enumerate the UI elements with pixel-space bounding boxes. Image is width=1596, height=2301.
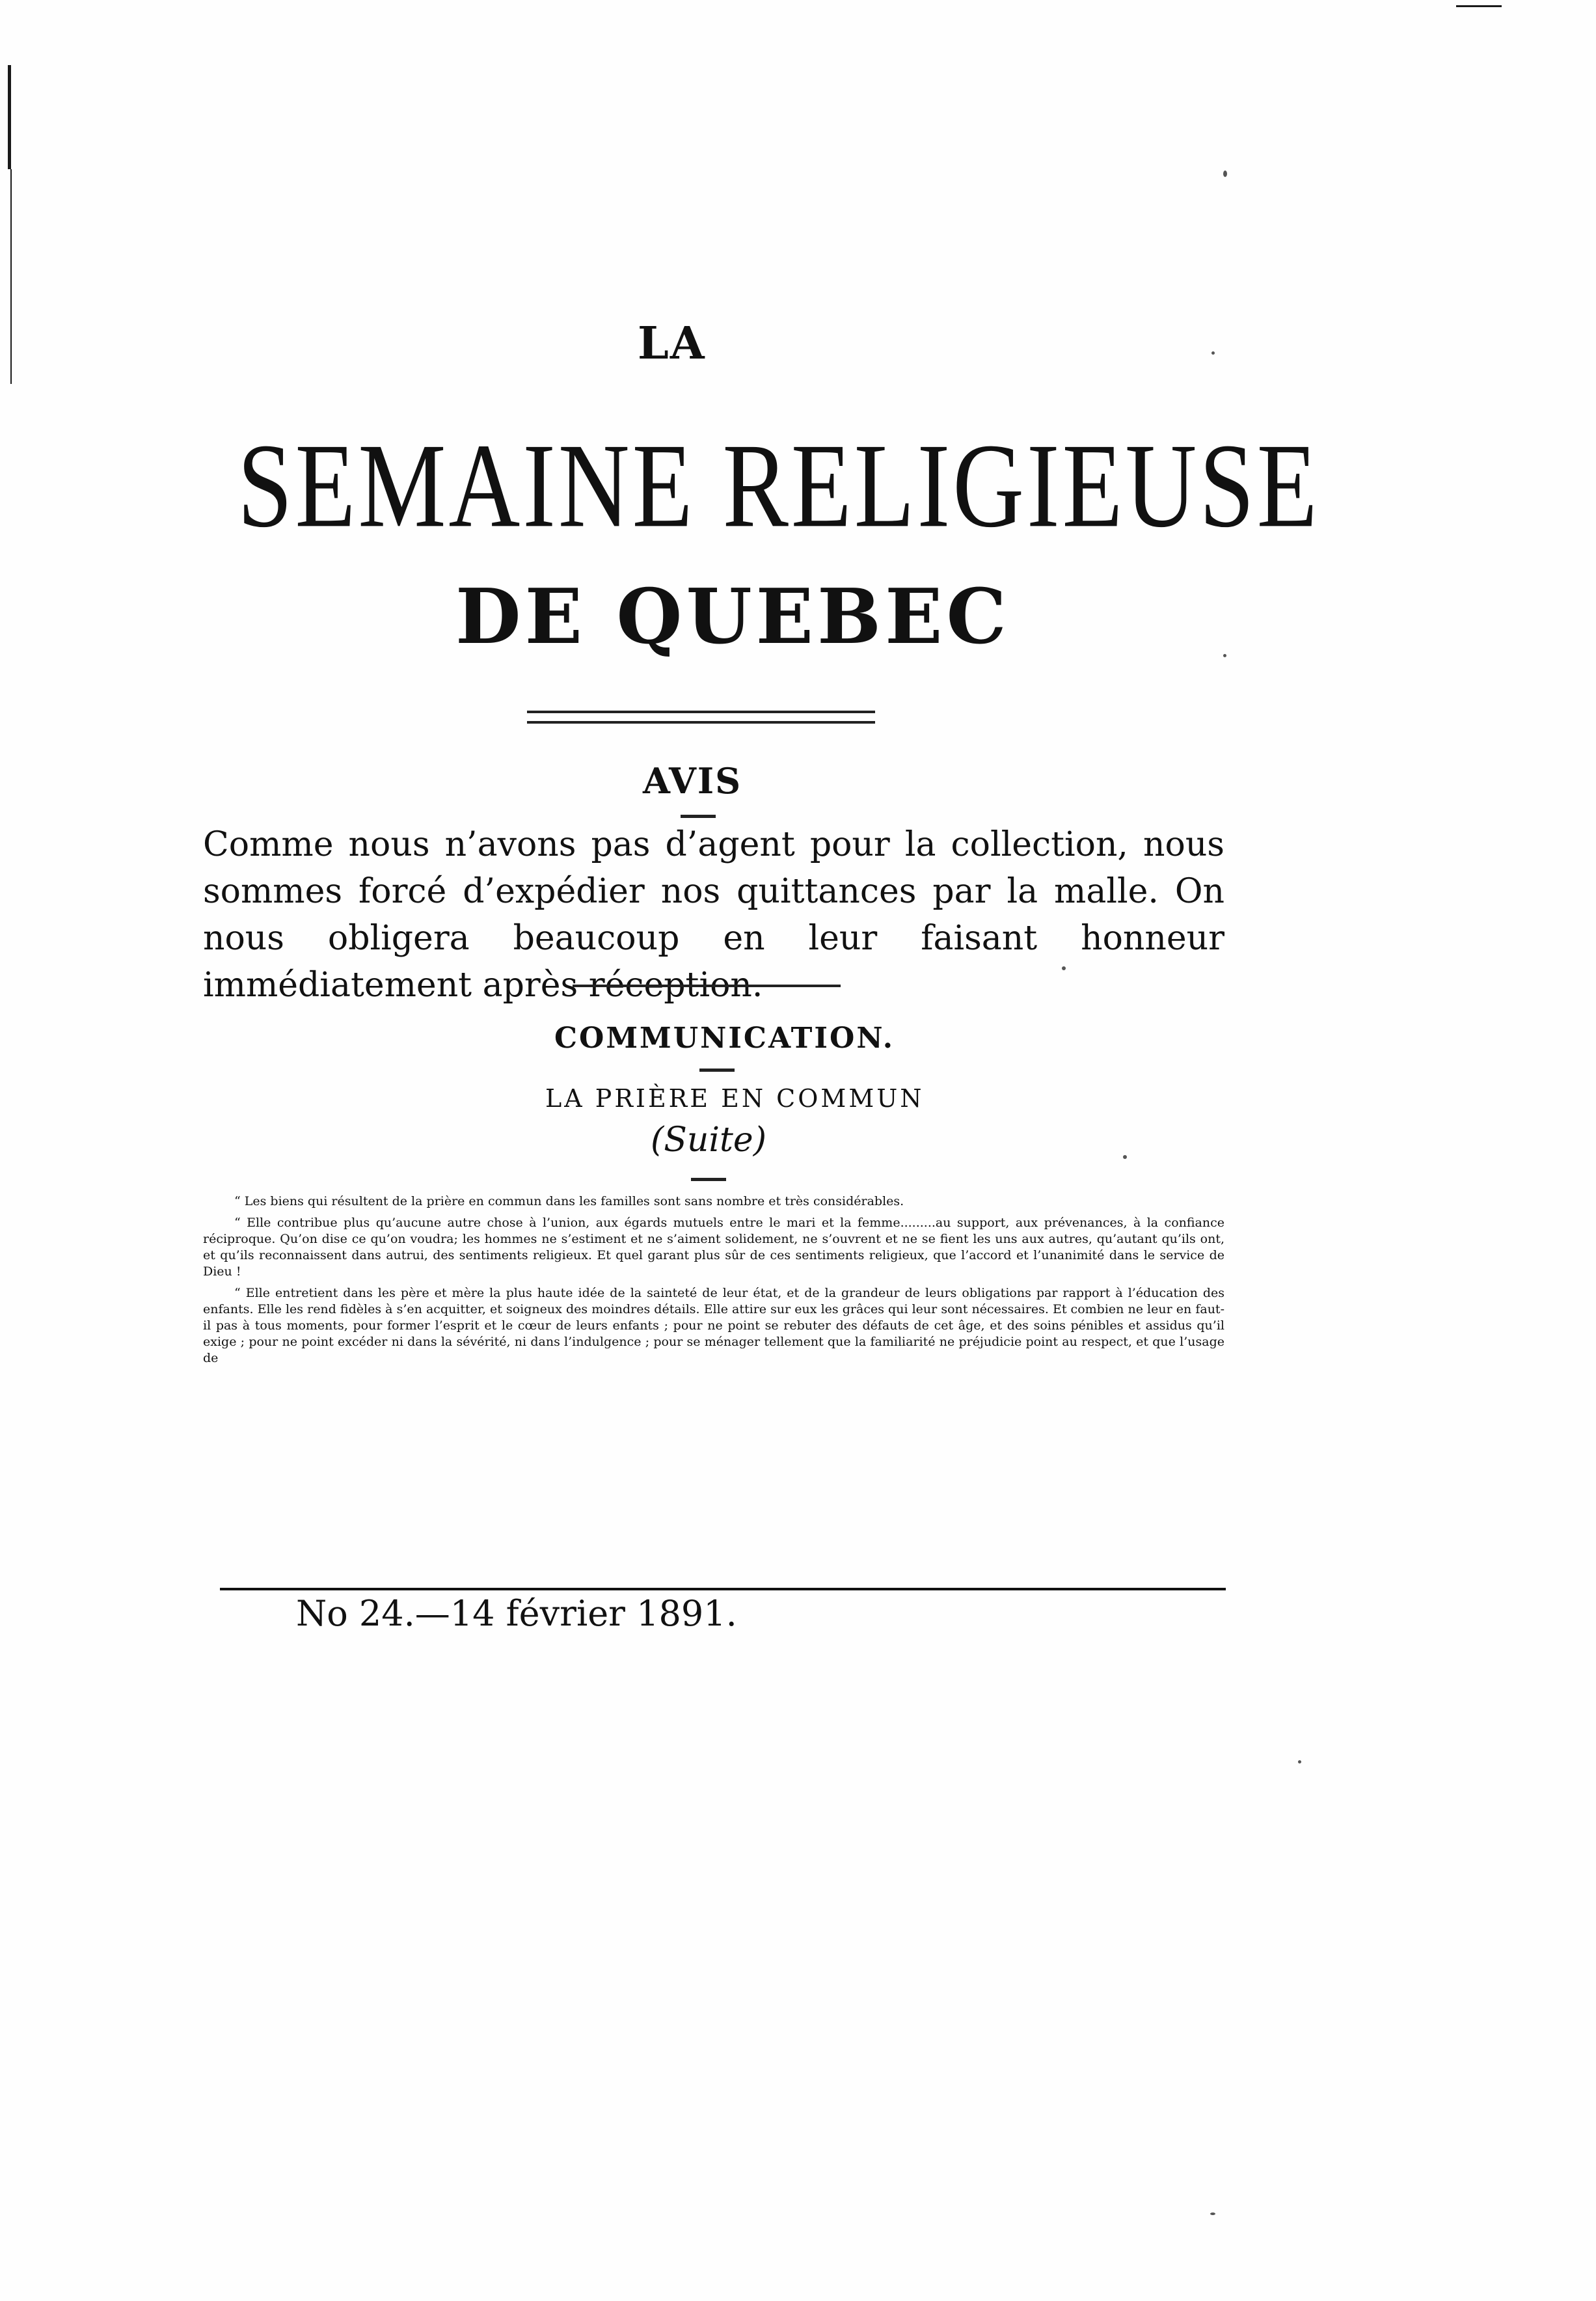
scan-speck: [1223, 170, 1227, 177]
notice-text: Comme nous n’avons pas d’agent pour la collection, nous sommes forcé d’expédier nos quittances par la malle. On nous obligera beaucoup en leur faisant honneur immédiatement après réception.: [203, 825, 1224, 1005]
scan-speck: [1211, 351, 1215, 355]
article-paragraph-1: “ Les biens qui résultent de la prière en commun dans les familles sont sans nombre et très considérables.: [234, 1194, 904, 1208]
scan-speck: [1298, 1760, 1301, 1763]
scan-left-edge: [8, 65, 11, 169]
masthead-double-rule: [527, 711, 875, 724]
notice-dash: [681, 815, 716, 818]
scan-speck: [1123, 1155, 1127, 1159]
notice-heading: AVIS: [643, 760, 742, 802]
notice-rule: [573, 985, 841, 987]
article-paragraph-3: “ Elle entretient dans les père et mère la plus haute idée de la sainteté de leur état, et de la grandeur de leurs obligations par rapport à l’éducation des enfants. Elle les rend fidèles à s’en acquitter, et soigneux des moindres détails. Elle attire sur eux les grâces qui leur sont nécessaires. Et combien ne leur en faut-il pas à tous moments, pour former l’esprit et le cœur de leurs enfants ; pour ne point se rebuter des défauts de cet âge, et des soins pénibles et assidus qu’il exige ; pour ne point excéder ni dans la sévérité, ni dans l’indulgence ; pour se ménager tellement que la familiarité ne préjudicie point au respect, et que l’usage de: [203, 1286, 1224, 1365]
masthead-la: LA: [638, 318, 706, 370]
scan-speck: [1210, 2212, 1215, 2215]
title-dash: [691, 1178, 726, 1181]
footer-rule: [220, 1588, 1226, 1590]
article-paragraph-2: “ Elle contribue plus qu’aucune autre chose à l’union, aux égards mutuels entre le mari et la femme.........au support, aux prévenances, à la confiance réciproque. Qu’on dise ce qu’on voudra; les hommes ne s’estiment et ne s’aiment solidement, ne s’ouvrent et ne se fient les uns aux autres, qu’autant qu’ils ont, et qu’ils reconnaissent dans autrui, des sentiments religieux. Et quel garant plus sûr de ces sentiments religieux, que l’accord et l’unanimité dans le service de Dieu !: [203, 1216, 1224, 1279]
issue-footer: No 24.—14 février 1891.: [296, 1593, 737, 1634]
masthead-subtitle: DE QUEBEC: [455, 573, 1010, 661]
scan-speck: [1223, 654, 1226, 657]
scan-left-edge-thin: [10, 169, 12, 384]
article-section-heading: COMMUNICATION.: [554, 1022, 895, 1055]
article-title: LA PRIÈRE EN COMMUN: [545, 1084, 925, 1113]
masthead-title: SEMAINE RELIGIEUSE: [237, 418, 1320, 552]
article-continued: (Suite): [651, 1121, 766, 1160]
scan-top-right-mark: [1456, 5, 1502, 7]
section-dash: [699, 1069, 735, 1072]
